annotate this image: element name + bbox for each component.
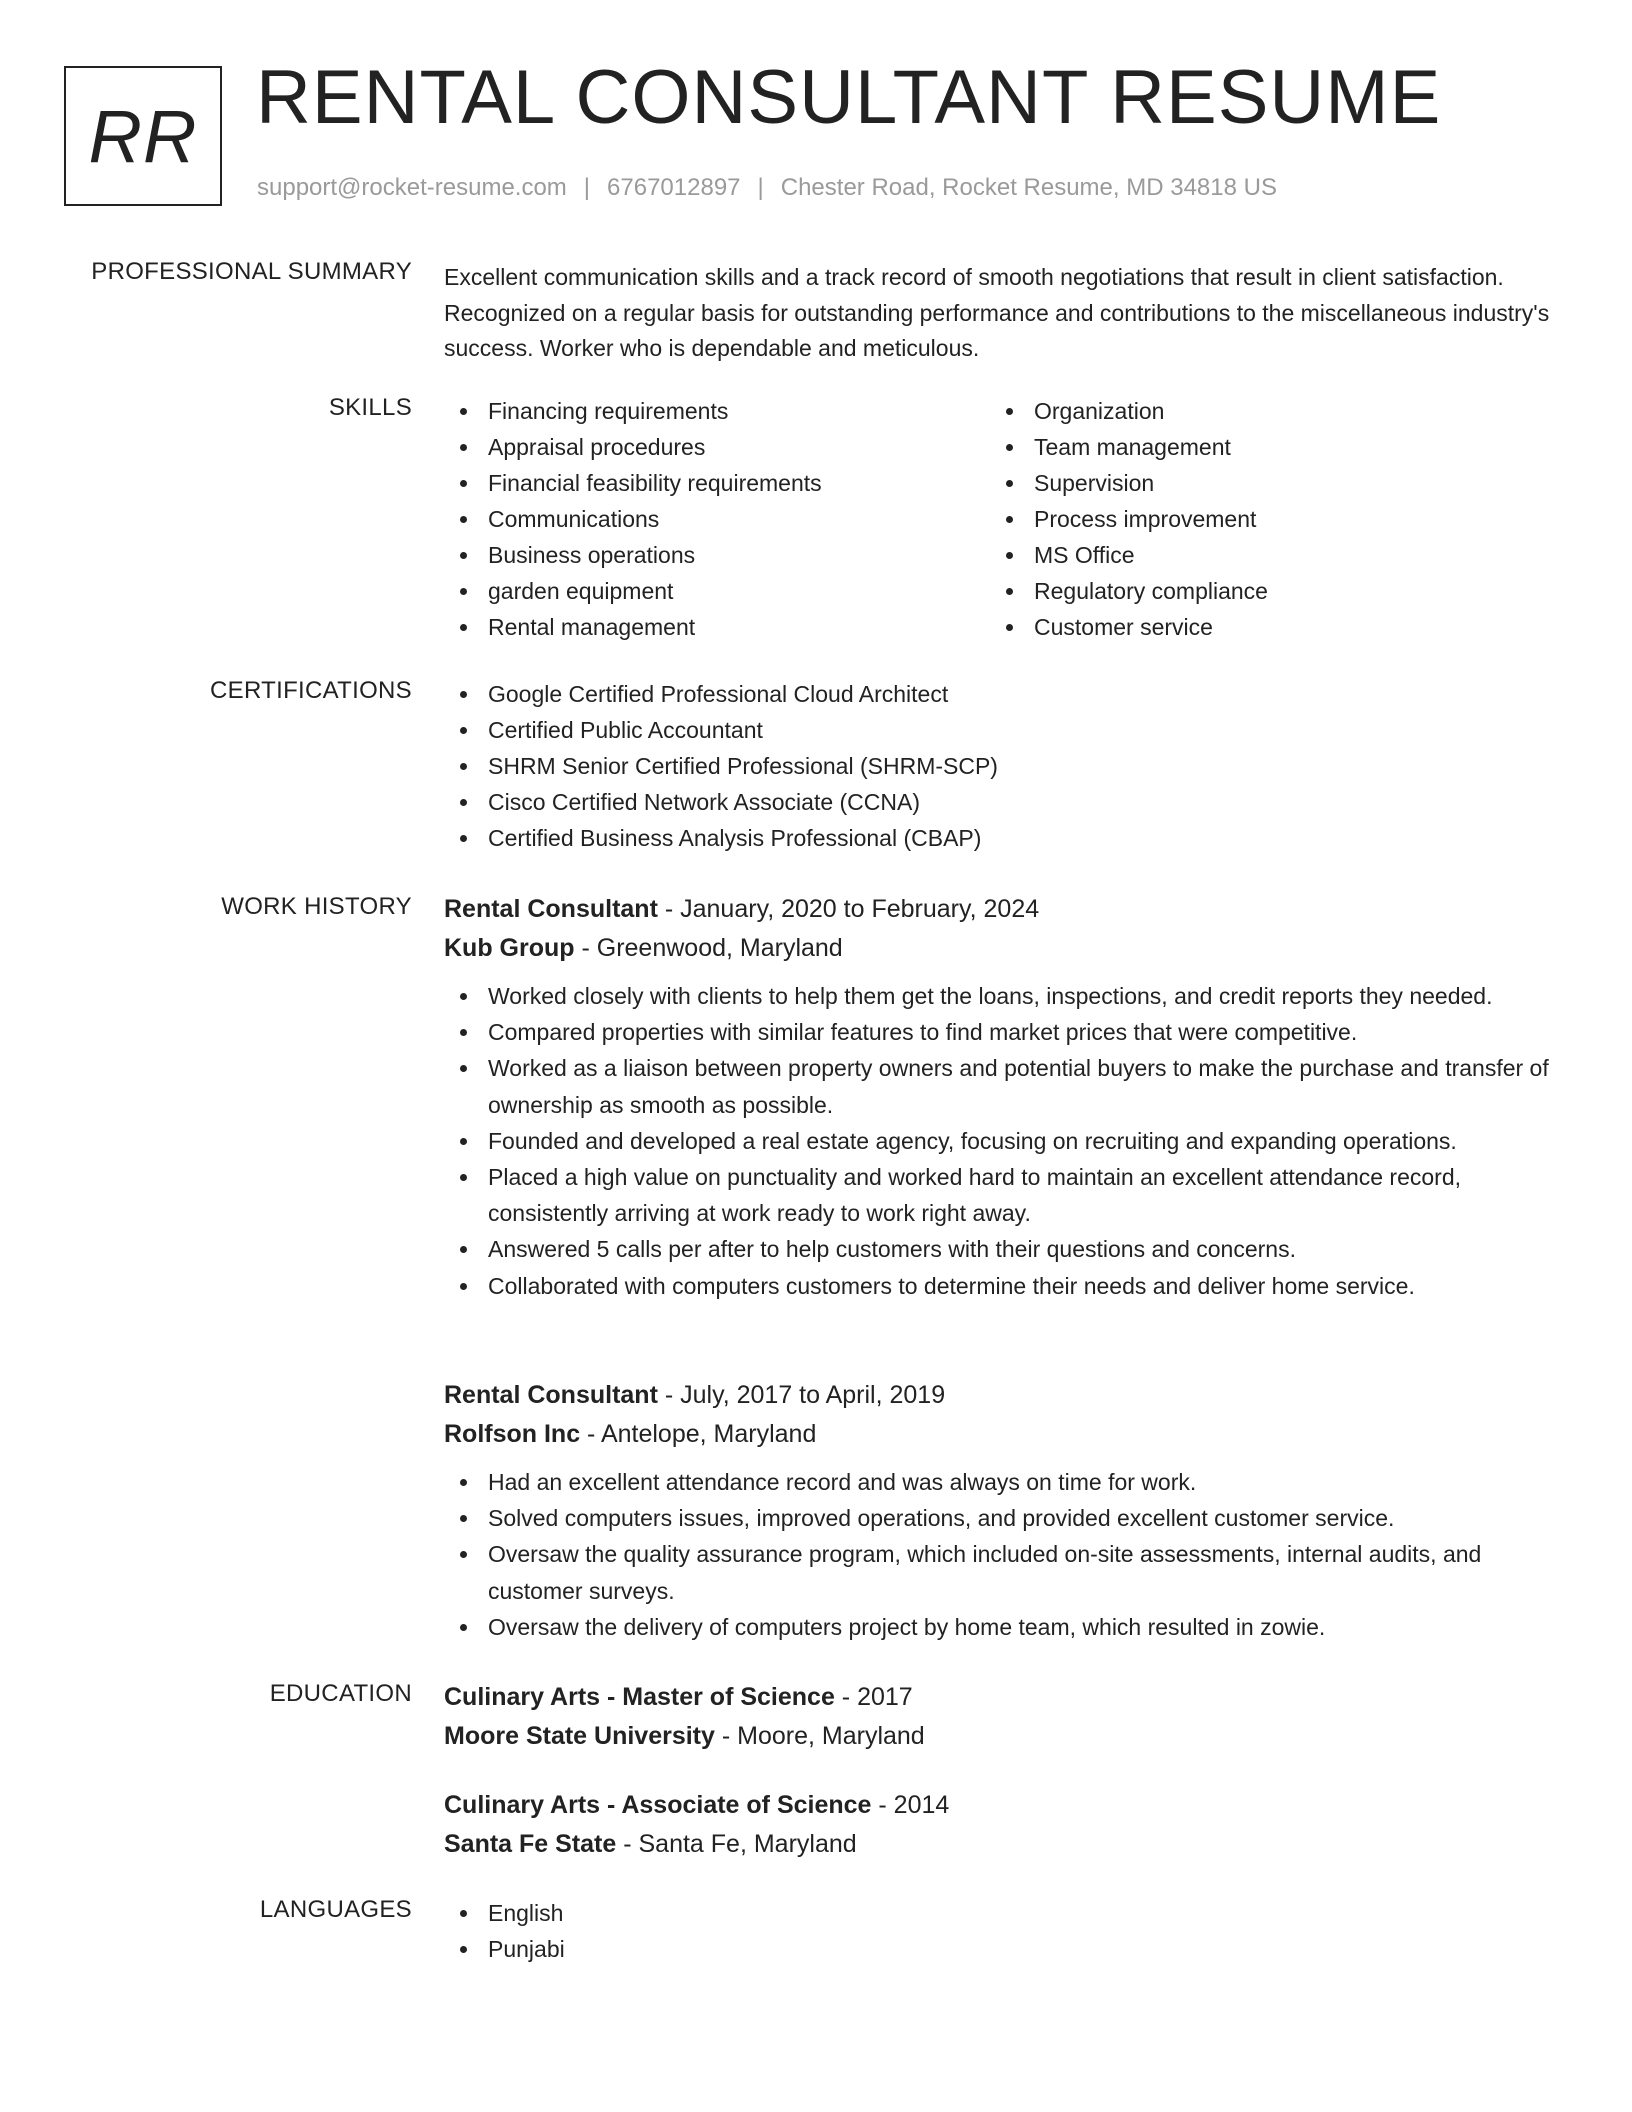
skill-item: Team management — [990, 429, 1536, 465]
job-duty-item: Placed a high value on punctuality and worked hard to maintain an excellent attendance record, consistently arriving at work ready to work right away. — [444, 1159, 1564, 1231]
section-heading-education: EDUCATION — [269, 1680, 412, 1707]
job-duty-item: Had an excellent attendance record and was always on time for work. — [444, 1464, 1564, 1500]
skills-list-left — [444, 393, 990, 645]
certification-item: Certified Business Analysis Professional (CBAP) — [444, 820, 1564, 856]
education-year: - 2017 — [834, 1683, 913, 1711]
job-dates: - January, 2020 to February, 2024 — [657, 895, 1040, 923]
skill-item: Organization — [990, 393, 1536, 429]
skill-item: Process improvement — [990, 501, 1536, 537]
education-school-line — [444, 1717, 1564, 1756]
contact-phone: 6767012897 — [607, 174, 741, 201]
work-history-body — [444, 890, 1564, 1304]
job-duty-item: Oversaw the delivery of computers project by home team, which resulted in zowie. — [444, 1609, 1564, 1645]
skills-body — [444, 393, 1564, 645]
work-history-body-2 — [444, 1376, 1564, 1645]
education-entry — [444, 1678, 1564, 1756]
education-location: - Moore, Maryland — [714, 1722, 925, 1750]
contact-separator: | — [583, 174, 591, 201]
job-duty-item: Answered 5 calls per after to help customers with their questions and concerns. — [444, 1231, 1564, 1267]
job-duty-item: Compared properties with similar features to find market prices that were competitive. — [444, 1014, 1564, 1050]
certification-item: Certified Public Accountant — [444, 712, 1564, 748]
languages-list — [444, 1895, 1564, 1967]
skills-columns — [444, 393, 1564, 645]
section-heading-work-history: WORK HISTORY — [221, 893, 412, 920]
education-school: Santa Fe State — [444, 1830, 617, 1858]
section-heading-skills: SKILLS — [328, 394, 412, 421]
job-title-line — [444, 890, 1564, 929]
education-degree-line — [444, 1678, 1564, 1717]
education-school-line — [444, 1825, 1564, 1864]
language-item: English — [444, 1895, 1564, 1931]
education-degree: Culinary Arts - Master of Science — [444, 1683, 835, 1711]
skills-list-right — [990, 393, 1536, 645]
language-item: Punjabi — [444, 1931, 1564, 1967]
job-duty-item: Worked as a liaison between property owners and potential buyers to make the purchase and transfer of ownership as smooth as possible. — [444, 1050, 1564, 1122]
summary-body — [444, 260, 1564, 367]
section-heading-summary: PROFESSIONAL SUMMARY — [91, 258, 412, 285]
contact-separator: | — [757, 174, 764, 201]
job-dates: - July, 2017 to April, 2019 — [657, 1381, 946, 1409]
education-school: Moore State University — [444, 1722, 715, 1750]
education-degree-line — [444, 1786, 1564, 1825]
job-company-line — [444, 1415, 1564, 1454]
job-duty-item: Worked closely with clients to help them get the loans, inspections, and credit reports they needed. — [444, 978, 1564, 1014]
skill-item: Appraisal procedures — [444, 429, 990, 465]
certification-item: SHRM Senior Certified Professional (SHRM-SCP) — [444, 748, 1564, 784]
skill-item: Supervision — [990, 465, 1536, 501]
contact-line — [257, 174, 1277, 202]
skill-item: Rental management — [444, 609, 990, 645]
job-location: - Antelope, Maryland — [580, 1420, 817, 1448]
skill-item: Financing requirements — [444, 393, 990, 429]
job-duty-item: Collaborated with computers customers to determine their needs and deliver home service. — [444, 1268, 1564, 1304]
job-company: Rolfson Inc — [444, 1420, 581, 1448]
skill-item: Regulatory compliance — [990, 573, 1536, 609]
section-heading-languages: LANGUAGES — [259, 1896, 412, 1923]
page-title: RENTAL CONSULTANT RESUME — [256, 55, 1442, 140]
job-title: Rental Consultant — [444, 895, 658, 923]
contact-email: support@rocket-resume.com — [257, 174, 567, 201]
skill-item: garden equipment — [444, 573, 990, 609]
skill-item: Communications — [444, 501, 990, 537]
job-duties-list — [444, 1464, 1564, 1645]
education-body — [444, 1678, 1564, 1864]
certification-item: Google Certified Professional Cloud Architect — [444, 676, 1564, 712]
skill-item: Customer service — [990, 609, 1536, 645]
education-entry — [444, 1786, 1564, 1864]
certifications-list — [444, 676, 1564, 856]
monogram-logo: RR — [64, 66, 222, 206]
job-duties-list — [444, 978, 1564, 1304]
job-entry — [444, 1376, 1564, 1645]
contact-address: Chester Road, Rocket Resume, MD 34818 US — [780, 174, 1277, 201]
skill-item: Financial feasibility requirements — [444, 465, 990, 501]
job-duty-item: Solved computers issues, improved operations, and provided excellent customer service. — [444, 1500, 1564, 1536]
job-title-line — [444, 1376, 1564, 1415]
job-duty-item: Oversaw the quality assurance program, which included on-site assessments, internal audits, and customer surveys. — [444, 1536, 1564, 1608]
section-heading-certifications: CERTIFICATIONS — [210, 677, 412, 704]
job-title: Rental Consultant — [444, 1381, 658, 1409]
job-company: Kub Group — [444, 934, 575, 962]
job-entry — [444, 890, 1564, 1304]
education-degree: Culinary Arts - Associate of Science — [444, 1791, 872, 1819]
education-location: - Santa Fe, Maryland — [616, 1830, 857, 1858]
job-duty-item: Founded and developed a real estate agency, focusing on recruiting and expanding operations. — [444, 1123, 1564, 1159]
skill-item: MS Office — [990, 537, 1536, 573]
job-company-line — [444, 929, 1564, 968]
certifications-body — [444, 676, 1564, 856]
skill-item: Business operations — [444, 537, 990, 573]
job-location: - Greenwood, Maryland — [574, 934, 843, 962]
certification-item: Cisco Certified Network Associate (CCNA) — [444, 784, 1564, 820]
summary-text: Excellent communication skills and a track record of smooth negotiations that result in client satisfaction. Recognized on a regular basis for outstanding performance and contributions to the miscellaneous industry's success. Worker who is dependable and meticulous. — [444, 264, 1550, 361]
languages-body — [444, 1895, 1564, 1967]
education-year: - 2014 — [871, 1791, 950, 1819]
